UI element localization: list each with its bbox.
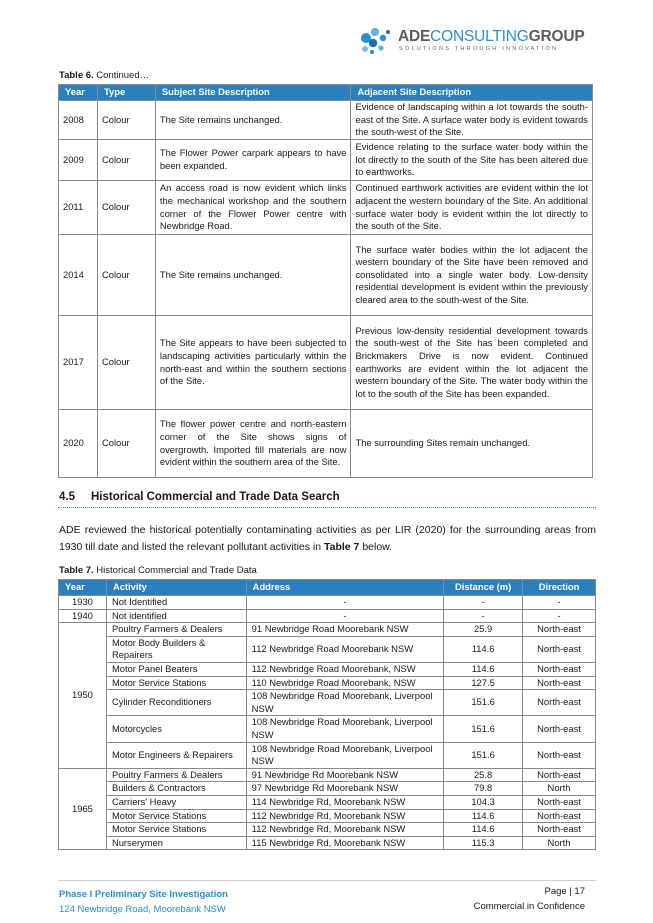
- table-cell: Colour: [97, 235, 155, 316]
- table-cell: North-east: [523, 823, 596, 837]
- table-cell: North-east: [523, 623, 596, 637]
- column-header: Year: [59, 580, 107, 596]
- table-row: [59, 623, 596, 637]
- table-cell: -: [444, 596, 523, 610]
- table-row: [59, 716, 596, 742]
- table-cell: 114.6: [444, 662, 523, 676]
- table-row: [59, 768, 596, 782]
- table-row: [59, 181, 593, 235]
- table-cell: The surface water bodies within the lot adjacent the western boundary of the Site have been removed and consolidated into a single water body. Low-density residential development is evident within the previously cleared area to the south-west of the Site.: [351, 235, 593, 316]
- table-cell: 25.9: [444, 623, 523, 637]
- column-header: Year: [59, 85, 98, 101]
- table-row: [59, 823, 596, 837]
- table-cell: Cylinder Reconditioners: [106, 690, 246, 716]
- table7: [58, 579, 596, 850]
- table-cell: Evidence relating to the surface water body within the lot directly to the south of the Site has been altered due to earthworks.: [351, 140, 593, 181]
- table-cell: The flower power centre and north-eastern corner of the Site shows signs of overgrowth. Imported fill materials are now evident within the southern area of the Site.: [155, 410, 351, 478]
- year-cell: 1930: [59, 596, 107, 610]
- table-cell: 79.8: [444, 782, 523, 796]
- table-cell: Colour: [97, 410, 155, 478]
- table-cell: 2017: [59, 316, 98, 410]
- table-row: [59, 140, 593, 181]
- table-row: [59, 316, 593, 410]
- table-cell: Evidence of landscaping within a lot towards the south-east of the Site. A surface water body is evident towards the south-west of the Site.: [351, 101, 593, 140]
- table-cell: 108 Newbridge Road Moorebank, Liverpool NSW: [246, 690, 443, 716]
- table-cell: -: [246, 596, 443, 610]
- table-cell: 91 Newbridge Rd Moorebank NSW: [246, 768, 443, 782]
- table-cell: 151.6: [444, 690, 523, 716]
- table-cell: North-east: [523, 690, 596, 716]
- table-cell: -: [523, 609, 596, 623]
- table-row: [59, 795, 596, 809]
- table-cell: Poultry Farmers & Dealers: [106, 623, 246, 637]
- table-cell: Colour: [97, 140, 155, 181]
- table-cell: 91 Newbridge Road Moorebank NSW: [246, 623, 443, 637]
- table-cell: 114.6: [444, 636, 523, 662]
- footer-page-number: Page | 17: [544, 886, 585, 897]
- table-row: [59, 782, 596, 796]
- table-cell: North-east: [523, 662, 596, 676]
- table-cell: Motorcycles: [106, 716, 246, 742]
- column-header: Subject Site Description: [155, 85, 351, 101]
- table-cell: 2008: [59, 101, 98, 140]
- table-cell: 114 Newbridge Rd, Moorebank NSW: [246, 795, 443, 809]
- table-cell: 115 Newbridge Rd, Moorebank NSW: [246, 836, 443, 850]
- table-row: [59, 101, 593, 140]
- table-cell: 2009: [59, 140, 98, 181]
- table7-caption: Table 7. Historical Commercial and Trade Data: [59, 565, 257, 576]
- table-cell: 2014: [59, 235, 98, 316]
- logo-tagline: SOLUTIONS THROUGH INNOVATION: [399, 46, 559, 52]
- section-heading: [59, 491, 595, 503]
- logo-text: ADECONSULTINGGROUP: [398, 28, 585, 45]
- table-cell: Colour: [97, 316, 155, 410]
- footer-address: 124 Newbridge Road, Moorebank NSW: [59, 904, 226, 915]
- table-row: [59, 235, 593, 316]
- table-cell: An access road is now evident which links the mechanical workshop and the southern corner of the Flower Power centre with Newbridge Road.: [155, 181, 351, 235]
- table-cell: North-east: [523, 636, 596, 662]
- table-row: [59, 690, 596, 716]
- table-cell: Colour: [97, 181, 155, 235]
- year-cell: 1950: [59, 623, 107, 769]
- logo-mark-icon: [358, 26, 394, 56]
- table-cell: Builders & Contractors: [106, 782, 246, 796]
- table-row: [59, 836, 596, 850]
- table-cell: 112 Newbridge Rd, Moorebank NSW: [246, 809, 443, 823]
- table-cell: North-east: [523, 795, 596, 809]
- table-cell: -: [444, 609, 523, 623]
- table-cell: Not identified: [106, 609, 246, 623]
- section-title: Historical Commercial and Trade Data Search: [91, 491, 340, 503]
- table-cell: North-east: [523, 676, 596, 690]
- column-header: Adjacent Site Description: [351, 85, 593, 101]
- table-cell: 114.6: [444, 809, 523, 823]
- table-cell: Motor Body Builders & Repairers: [106, 636, 246, 662]
- section-paragraph: ADE reviewed the historical potentially contaminating activities as per LIR (2020) for the surrounding areas from 1930 till date and listed the relevant pollutant activities in Table 7 below.: [59, 524, 596, 553]
- table-cell: Continued earthwork activities are evident within the lot adjacent the western boundary of the Site. An additional surface water body is evident within the lot directly to the south of the Site.: [351, 181, 593, 235]
- table-cell: -: [523, 596, 596, 610]
- year-cell: 1940: [59, 609, 107, 623]
- table-cell: Carriers' Heavy: [106, 795, 246, 809]
- table-header-row: [59, 85, 593, 101]
- table-row: [59, 809, 596, 823]
- table6: [58, 84, 593, 478]
- year-cell: 1965: [59, 768, 107, 850]
- table-cell: 112 Newbridge Road Moorebank NSW: [246, 636, 443, 662]
- section-divider: [58, 507, 596, 508]
- table-cell: North: [523, 782, 596, 796]
- table-cell: Motor Service Stations: [106, 676, 246, 690]
- table-cell: 25.8: [444, 768, 523, 782]
- table-cell: 114.6: [444, 823, 523, 837]
- table-cell: North-east: [523, 716, 596, 742]
- column-header: Address: [246, 580, 443, 596]
- column-header: Distance (m): [444, 580, 523, 596]
- table-cell: Motor Engineers & Repairers: [106, 742, 246, 768]
- table-cell: 112 Newbridge Road Moorebank, NSW: [246, 662, 443, 676]
- column-header: Activity: [106, 580, 246, 596]
- table-cell: North-east: [523, 768, 596, 782]
- table-cell: 2011: [59, 181, 98, 235]
- table-cell: Motor Service Stations: [106, 809, 246, 823]
- table-cell: The Site appears to have been subjected to landscaping activities particularly within the north-east and within the southern sections of the Site.: [155, 316, 351, 410]
- table-cell: The Site remains unchanged.: [155, 235, 351, 316]
- table-cell: The Site remains unchanged.: [155, 101, 351, 140]
- table-cell: North: [523, 836, 596, 850]
- table-cell: 115.3: [444, 836, 523, 850]
- table-row: [59, 609, 596, 623]
- table-row: [59, 410, 593, 478]
- column-header: Direction: [523, 580, 596, 596]
- table-cell: 151.6: [444, 716, 523, 742]
- table-cell: 110 Newbridge Road Moorebank, NSW: [246, 676, 443, 690]
- table-cell: North-east: [523, 742, 596, 768]
- table-cell: 127.5: [444, 676, 523, 690]
- table-cell: Not Identified: [106, 596, 246, 610]
- table-cell: -: [246, 609, 443, 623]
- footer-divider: [58, 880, 596, 881]
- table-cell: The Flower Power carpark appears to have been expanded.: [155, 140, 351, 181]
- company-logo: [358, 26, 598, 58]
- table-cell: Nurserymen: [106, 836, 246, 850]
- footer-document-title: Phase I Preliminary Site Investigation: [59, 889, 228, 900]
- table-cell: 108 Newbridge Road Moorebank, Liverpool NSW: [246, 742, 443, 768]
- table6-caption: Table 6. Continued…: [59, 70, 150, 81]
- table-cell: 151.6: [444, 742, 523, 768]
- column-header: Type: [97, 85, 155, 101]
- table-cell: 2020: [59, 410, 98, 478]
- table-cell: 104.3: [444, 795, 523, 809]
- table-row: [59, 742, 596, 768]
- table-row: [59, 596, 596, 610]
- table-header-row: [59, 580, 596, 596]
- section-number: 4.5: [59, 491, 75, 503]
- table-cell: The surrounding Sites remain unchanged.: [351, 410, 593, 478]
- table-row: [59, 636, 596, 662]
- table-cell: Colour: [97, 101, 155, 140]
- footer-confidentiality: Commercial in Confidence: [473, 901, 585, 912]
- table-row: [59, 662, 596, 676]
- table-cell: Previous low-density residential development towards the south-west of the Site has been completed and Brickmakers Drive is now evident. Continued earthworks are evident within the lot adjacent the western boundary of the Site. The water body within the lot to the south of the Site has been expanded.: [351, 316, 593, 410]
- table-cell: 108 Newbridge Road Moorebank, Liverpool NSW: [246, 716, 443, 742]
- table-row: [59, 676, 596, 690]
- table-cell: North-east: [523, 809, 596, 823]
- table-cell: Poultry Farmers & Dealers: [106, 768, 246, 782]
- table-cell: Motor Panel Beaters: [106, 662, 246, 676]
- table-cell: 112 Newbridge Rd, Moorebank NSW: [246, 823, 443, 837]
- table-cell: 97 Newbridge Rd Moorebank NSW: [246, 782, 443, 796]
- table-cell: Motor Service Stations: [106, 823, 246, 837]
